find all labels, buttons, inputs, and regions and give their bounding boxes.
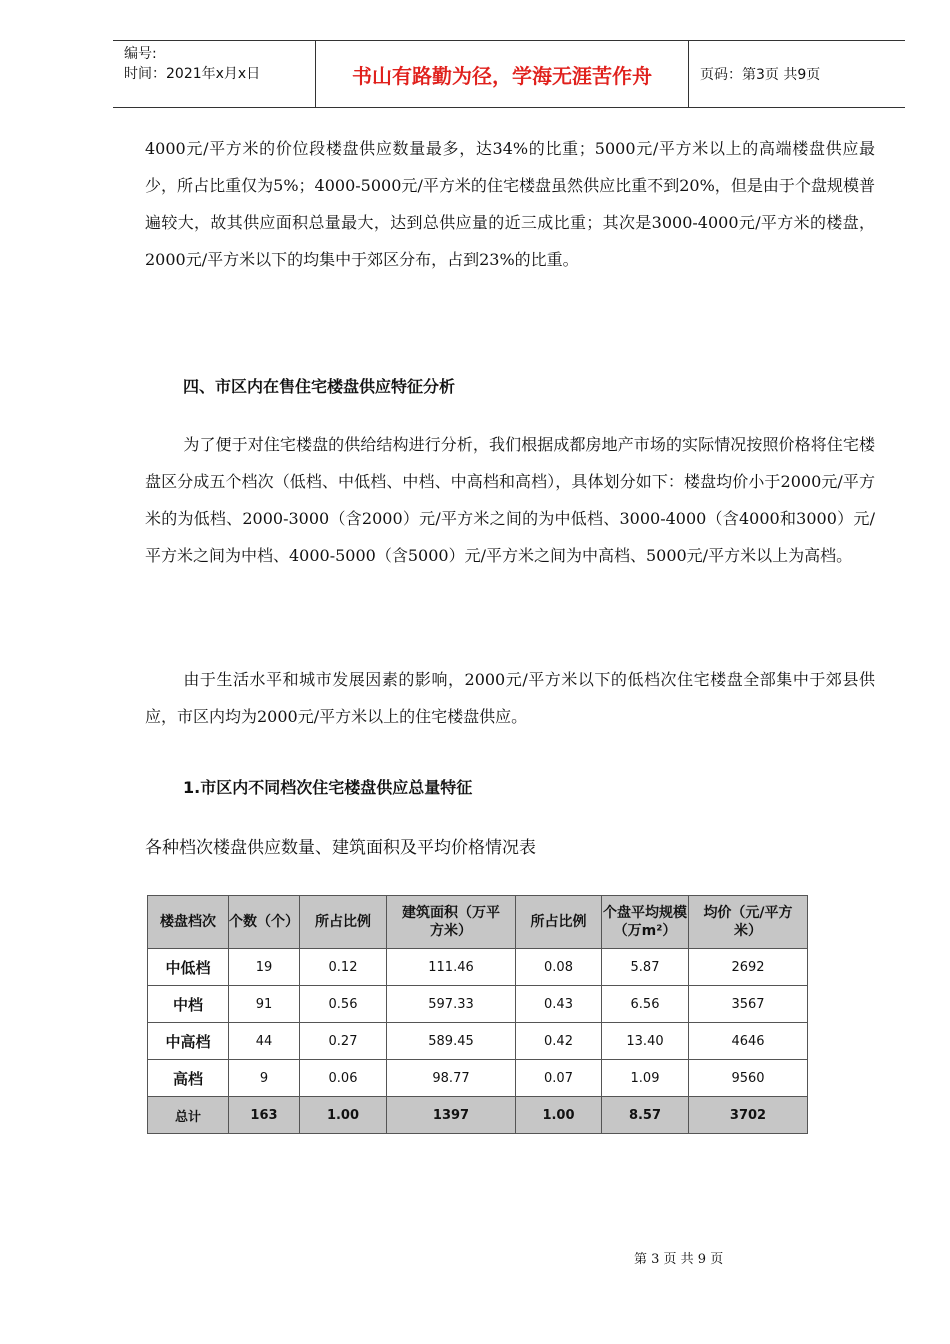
col-avg-price: 均价（元/平方米） bbox=[689, 896, 808, 949]
cell: 98.77 bbox=[387, 1060, 516, 1097]
cell: 4646 bbox=[689, 1023, 808, 1060]
cell-grade: 中档 bbox=[148, 986, 229, 1023]
paragraph-grade-definition: 为了便于对住宅楼盘的供给结构进行分析，我们根据成都房地产市场的实际情况按照价格将住宅楼盘区分成五个档次（低档、中低档、中档、中高档和高档），具体划分如下：楼盘均价小于2000元/平方米的为低档、2000-3000（含2000）元/平方米之间的为中低档、3000-4000（含4000和3000）元/平方米之间为中档、4000-5000（含5000）元/平方米之间为中高档、5000元/平方米以上为高档。 bbox=[145, 435, 875, 565]
cell: 163 bbox=[229, 1097, 300, 1134]
table-row bbox=[148, 986, 808, 1023]
cell: 9 bbox=[229, 1060, 300, 1097]
cell: 9560 bbox=[689, 1060, 808, 1097]
table-caption: 各种档次楼盘供应数量、建筑面积及平均价格情况表 bbox=[145, 838, 536, 858]
cell: 0.07 bbox=[516, 1060, 602, 1097]
cell: 3702 bbox=[689, 1097, 808, 1134]
paragraph-low-grade: 由于生活水平和城市发展因素的影响，2000元/平方米以下的低档次住宅楼盘全部集中于郊县供应，市区内均为2000元/平方米以上的住宅楼盘供应。 bbox=[145, 670, 875, 726]
time-label: 时间：2021年x月x日 bbox=[124, 66, 261, 82]
cell: 8.57 bbox=[602, 1097, 689, 1134]
cell: 1.00 bbox=[516, 1097, 602, 1134]
cell: 6.56 bbox=[602, 986, 689, 1023]
section-heading-4: 四、市区内在售住宅楼盘供应特征分析 bbox=[183, 377, 456, 396]
cell: 91 bbox=[229, 986, 300, 1023]
page-header bbox=[113, 40, 905, 108]
cell: 0.56 bbox=[300, 986, 387, 1023]
cell: 5.87 bbox=[602, 949, 689, 986]
cell: 0.27 bbox=[300, 1023, 387, 1060]
cell: 589.45 bbox=[387, 1023, 516, 1060]
cell: 0.06 bbox=[300, 1060, 387, 1097]
paragraph-price-distribution: 4000元/平方米的价位段楼盘供应数量最多，达34%的比重；5000元/平方米以上的高端楼盘供应最少，所占比重仅为5%；4000-5000元/平方米的住宅楼盘虽然供应比重不到20%，但是由于个盘规模普遍较大，故其供应面积总量最大，达到总供应量的近三成比重；其次是3000-4000元/平方米的楼盘，2000元/平方米以下的均集中于郊区分布，占到23%的比重。 bbox=[145, 139, 875, 269]
cell: 1.00 bbox=[300, 1097, 387, 1134]
table-row bbox=[148, 1023, 808, 1060]
table-row bbox=[148, 1060, 808, 1097]
cell-grade: 中高档 bbox=[148, 1023, 229, 1060]
table-row bbox=[148, 949, 808, 986]
supply-table bbox=[147, 895, 808, 1134]
cell: 597.33 bbox=[387, 986, 516, 1023]
cell-grade: 中低档 bbox=[148, 949, 229, 986]
col-area-ratio: 所占比例 bbox=[516, 896, 602, 949]
cell: 0.43 bbox=[516, 986, 602, 1023]
col-avg-scale: 个盘平均规模（万m²） bbox=[602, 896, 689, 949]
cell-grade: 高档 bbox=[148, 1060, 229, 1097]
cell: 3567 bbox=[689, 986, 808, 1023]
page-label: 页码：第3页 共9页 bbox=[700, 67, 821, 83]
motto: 书山有路勤为径，学海无涯苦作舟 bbox=[316, 41, 689, 107]
subsection-heading-1: 1.市区内不同档次住宅楼盘供应总量特征 bbox=[183, 778, 473, 797]
cell-total-label: 总计 bbox=[148, 1097, 229, 1134]
cell: 0.08 bbox=[516, 949, 602, 986]
cell: 44 bbox=[229, 1023, 300, 1060]
cell: 2692 bbox=[689, 949, 808, 986]
col-grade: 楼盘档次 bbox=[148, 896, 229, 949]
table-header-row bbox=[148, 896, 808, 949]
cell: 1397 bbox=[387, 1097, 516, 1134]
col-count-ratio: 所占比例 bbox=[300, 896, 387, 949]
cell: 19 bbox=[229, 949, 300, 986]
cell: 0.12 bbox=[300, 949, 387, 986]
table-total-row bbox=[148, 1097, 808, 1134]
cell: 1.09 bbox=[602, 1060, 689, 1097]
cell: 0.42 bbox=[516, 1023, 602, 1060]
number-label: 编号: bbox=[124, 46, 157, 62]
cell: 111.46 bbox=[387, 949, 516, 986]
page-footer: 第 3 页 共 9 页 bbox=[634, 1252, 724, 1267]
col-count: 个数（个） bbox=[229, 896, 300, 949]
header-meta bbox=[113, 41, 316, 107]
cell: 13.40 bbox=[602, 1023, 689, 1060]
col-area: 建筑面积（万平方米） bbox=[387, 896, 516, 949]
